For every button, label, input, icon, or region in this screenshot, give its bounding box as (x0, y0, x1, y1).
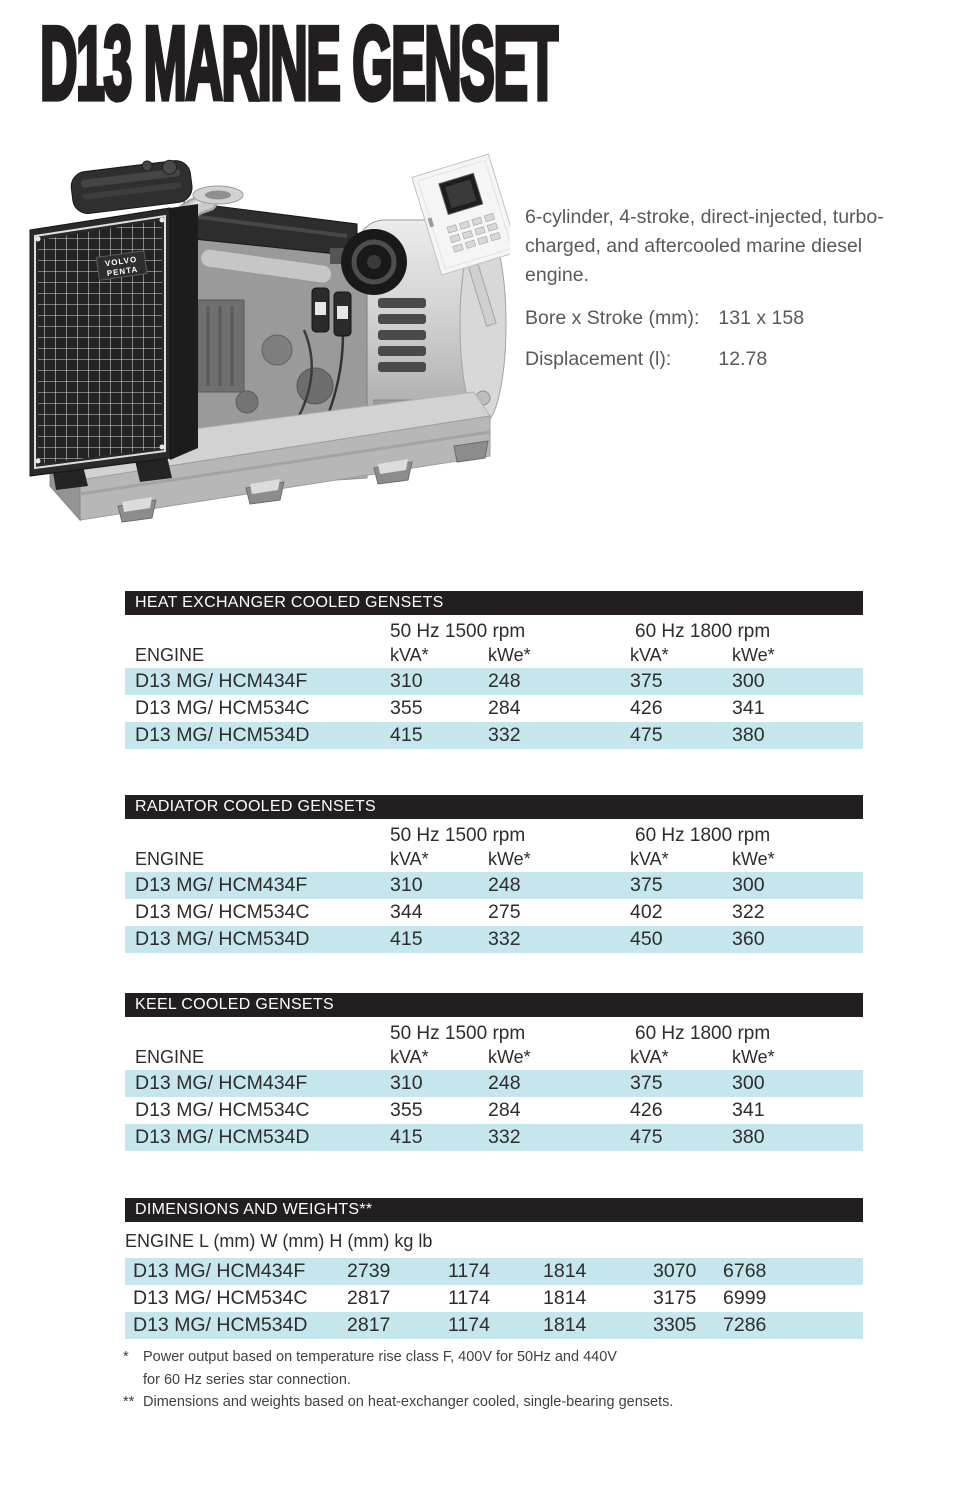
table-row (125, 668, 863, 695)
displacement-label: Displacement (l): (525, 348, 672, 370)
table-title: HEAT EXCHANGER COOLED GENSETS (135, 594, 444, 611)
column-header-row (125, 643, 863, 668)
engine-name-cell: D13 MG/ HCM434F (133, 1260, 306, 1282)
col-kwe-50: kWe* (488, 849, 531, 869)
engine-name-cell: D13 MG/ HCM434F (135, 670, 308, 692)
table-row (125, 1258, 863, 1285)
table-row (125, 1070, 863, 1097)
engine-name-cell: D13 MG/ HCM534C (135, 1099, 310, 1121)
value-cell: 380 (732, 1126, 765, 1148)
table-title: DIMENSIONS AND WEIGHTS** (135, 1201, 373, 1218)
value-cell: 3305 (653, 1314, 697, 1336)
value-cell: 1814 (543, 1287, 587, 1309)
value-cell: 7286 (723, 1314, 767, 1336)
bore-stroke-label: Bore x Stroke (mm): (525, 307, 700, 329)
table-title-bar (125, 1198, 863, 1222)
value-cell: 426 (630, 697, 663, 719)
value-cell: 322 (732, 901, 765, 923)
table-row (125, 872, 863, 899)
value-cell: 415 (390, 1126, 423, 1148)
value-cell: 2817 (347, 1287, 391, 1309)
table-title-bar (125, 795, 863, 819)
value-cell: 2817 (347, 1314, 391, 1336)
footnote-marker: * (123, 1349, 129, 1365)
table-row (125, 1124, 863, 1151)
freq-50hz-label: 50 Hz 1500 rpm (390, 1023, 526, 1044)
table-title: KEEL COOLED GENSETS (135, 996, 334, 1013)
genset-illustration (22, 150, 510, 528)
footnote-line: Dimensions and weights based on heat-exchanger cooled, single-bearing gensets. (143, 1394, 674, 1410)
col-kva-50: kVA* (390, 849, 429, 869)
col-kva-60: kVA* (630, 645, 669, 665)
column-header-row (125, 847, 863, 872)
table-row (125, 695, 863, 722)
value-cell: 275 (488, 901, 521, 923)
value-cell: 426 (630, 1099, 663, 1121)
col-engine: ENGINE (135, 849, 205, 869)
value-cell: 310 (390, 1072, 423, 1094)
col-kva-50: kVA* (390, 645, 429, 665)
heat-exchanger-cooled-table (125, 591, 863, 749)
value-cell: 6999 (723, 1287, 767, 1309)
page-title: D13 MARINE GENSET (40, 5, 557, 123)
brand-line-1: VOLVO (104, 254, 138, 269)
table-title: RADIATOR COOLED GENSETS (135, 798, 377, 815)
freq-50hz-label: 50 Hz 1500 rpm (390, 621, 526, 642)
column-header-row (125, 1045, 863, 1070)
freq-60hz-label: 60 Hz 1800 rpm (635, 621, 771, 642)
value-cell: 360 (732, 928, 765, 950)
col-engine: ENGINE (125, 1231, 195, 1251)
col-kva-60: kVA* (630, 1047, 669, 1067)
engine-name-cell: D13 MG/ HCM534D (133, 1314, 308, 1336)
footnote-line: for 60 Hz series star connection. (143, 1371, 351, 1388)
displacement-spec (525, 348, 767, 371)
value-cell: 284 (488, 697, 521, 719)
value-cell: 415 (390, 928, 423, 950)
footnotes (123, 1346, 673, 1414)
col-kwe-60: kWe* (732, 1047, 775, 1067)
value-cell: 402 (630, 901, 663, 923)
engine-name-cell: D13 MG/ HCM534C (133, 1287, 308, 1309)
col-engine: ENGINE (135, 645, 205, 665)
value-cell: 248 (488, 670, 521, 692)
footnote-line: Power output based on temperature rise class F, 400V for 50Hz and 440V (143, 1349, 617, 1365)
value-cell: 355 (390, 697, 423, 719)
value-cell: 332 (488, 1126, 521, 1148)
dimensions-weights-table (125, 1198, 863, 1339)
freq-50hz-label: 50 Hz 1500 rpm (390, 825, 526, 846)
footnote-dimensions (123, 1391, 673, 1414)
col-kva-50: kVA* (390, 1047, 429, 1067)
frequency-header-row (125, 1022, 863, 1045)
col-kwe-50: kWe* (488, 645, 531, 665)
value-cell: 344 (390, 901, 423, 923)
value-cell: 248 (488, 1072, 521, 1094)
value-cell: 3070 (653, 1260, 697, 1282)
engine-name-cell: D13 MG/ HCM534C (135, 901, 310, 923)
valve-cover (69, 156, 194, 215)
value-cell: 1174 (448, 1314, 490, 1336)
value-cell: 1814 (543, 1260, 587, 1282)
value-cell: 3175 (653, 1287, 697, 1309)
brand-line-2: PENTA (106, 264, 139, 279)
value-cell: 375 (630, 874, 663, 896)
value-cell: 1174 (448, 1260, 490, 1282)
value-cell: 1174 (448, 1287, 490, 1309)
value-cell: 375 (630, 670, 663, 692)
frequency-header-row (125, 824, 863, 847)
value-cell: 248 (488, 874, 521, 896)
engine-name-cell: D13 MG/ HCM534D (135, 724, 310, 746)
col-width: W (mm) (260, 1231, 325, 1251)
col-kwe-60: kWe* (732, 849, 775, 869)
value-cell: 1814 (543, 1314, 587, 1336)
value-cell: 475 (630, 1126, 663, 1148)
col-kwe-50: kWe* (488, 1047, 531, 1067)
bore-stroke-value: 131 x 158 (718, 307, 805, 329)
col-engine: ENGINE (135, 1047, 205, 1067)
freq-60hz-label: 60 Hz 1800 rpm (635, 1023, 771, 1044)
value-cell: 300 (732, 874, 765, 896)
value-cell: 341 (732, 1099, 765, 1121)
col-kwe-60: kWe* (732, 645, 775, 665)
table-row (125, 1097, 863, 1124)
genset-product-image (22, 150, 510, 528)
value-cell: 310 (390, 874, 423, 896)
value-cell: 450 (630, 928, 663, 950)
table-row (125, 722, 863, 749)
engine-description: 6-cylinder, 4-stroke, direct-injected, turbo-charged, and aftercooled marine diesel engine. (525, 206, 884, 286)
value-cell: 380 (732, 724, 765, 746)
value-cell: 300 (732, 670, 765, 692)
frequency-header-row (125, 620, 863, 643)
value-cell: 284 (488, 1099, 521, 1121)
col-kva-60: kVA* (630, 849, 669, 869)
footnote-marker: ** (123, 1394, 135, 1410)
engine-name-cell: D13 MG/ HCM534C (135, 697, 310, 719)
value-cell: 332 (488, 724, 521, 746)
value-cell: 415 (390, 724, 423, 746)
table-title-bar (125, 993, 863, 1017)
engine-name-cell: D13 MG/ HCM434F (135, 1072, 308, 1094)
table-row (125, 899, 863, 926)
grille (30, 204, 198, 490)
value-cell: 332 (488, 928, 521, 950)
footnote-power-output (123, 1346, 673, 1391)
freq-60hz-label: 60 Hz 1800 rpm (635, 825, 771, 846)
displacement-value: 12.78 (718, 348, 768, 370)
engine-name-cell: D13 MG/ HCM434F (135, 874, 308, 896)
value-cell: 6768 (723, 1260, 767, 1282)
bore-stroke-spec (525, 307, 804, 330)
value-cell: 375 (630, 1072, 663, 1094)
value-cell: 2739 (347, 1260, 391, 1282)
table-row (125, 1285, 863, 1312)
value-cell: 341 (732, 697, 765, 719)
col-length: L (mm) (199, 1231, 256, 1251)
keel-cooled-table (125, 993, 863, 1151)
radiator-cooled-table (125, 795, 863, 953)
table-title-bar (125, 591, 863, 615)
column-header-row (125, 1222, 863, 1258)
col-kg: kg (394, 1231, 414, 1251)
table-row (125, 1312, 863, 1339)
value-cell: 310 (390, 670, 423, 692)
engine-name-cell: D13 MG/ HCM534D (135, 1126, 310, 1148)
col-height: H (mm) (329, 1231, 390, 1251)
table-row (125, 926, 863, 953)
value-cell: 300 (732, 1072, 765, 1094)
value-cell: 355 (390, 1099, 423, 1121)
col-lb: lb (418, 1231, 433, 1251)
engine-name-cell: D13 MG/ HCM534D (135, 928, 310, 950)
value-cell: 475 (630, 724, 663, 746)
